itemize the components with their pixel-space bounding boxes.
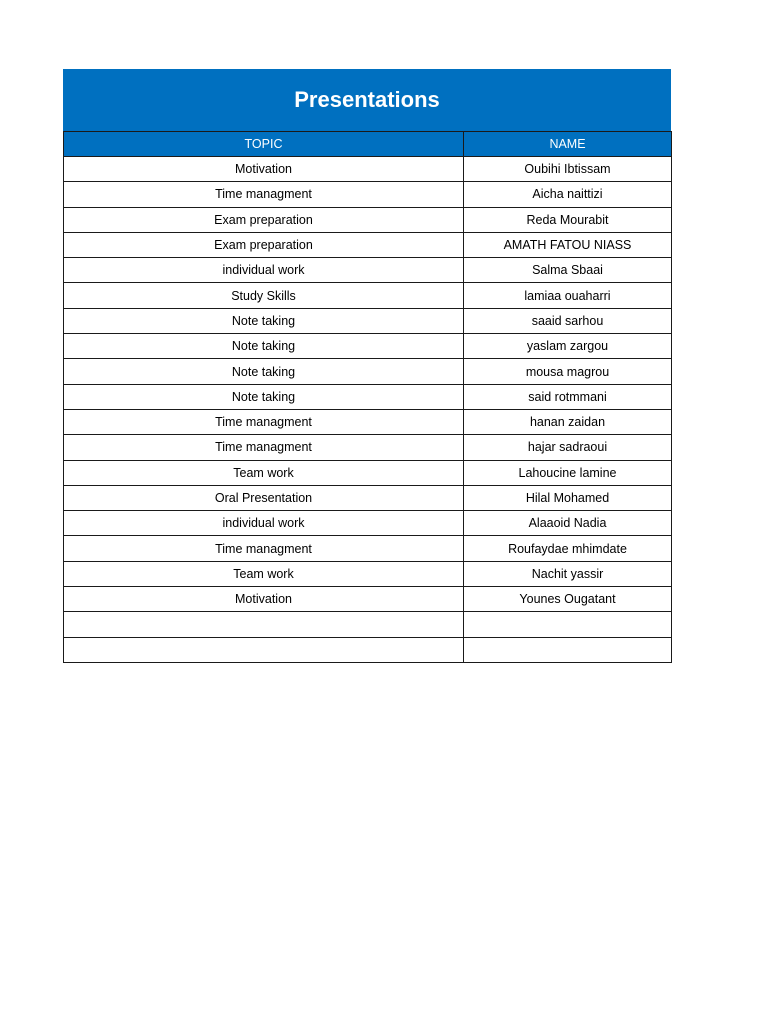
presentations-table	[63, 131, 672, 663]
table-row	[64, 334, 672, 359]
table-row	[64, 587, 672, 612]
table-row	[64, 232, 672, 257]
name-cell: said rotmmani	[464, 384, 672, 409]
column-header-topic: TOPIC	[64, 132, 464, 157]
sheet-title: Presentations	[63, 69, 671, 131]
topic-cell: Team work	[64, 561, 464, 586]
topic-cell: Time managment	[64, 182, 464, 207]
table-row	[64, 561, 672, 586]
name-cell: mousa magrou	[464, 359, 672, 384]
topic-cell: Note taking	[64, 334, 464, 359]
table-row	[64, 157, 672, 182]
table-row	[64, 359, 672, 384]
topic-cell: Motivation	[64, 587, 464, 612]
name-cell: hanan zaidan	[464, 409, 672, 434]
header-row	[64, 132, 672, 157]
topic-cell: Oral Presentation	[64, 485, 464, 510]
table-row	[64, 182, 672, 207]
table-row	[64, 308, 672, 333]
name-cell: Lahoucine lamine	[464, 460, 672, 485]
table-row	[64, 384, 672, 409]
column-header-name: NAME	[464, 132, 672, 157]
name-cell: AMATH FATOU NIASS	[464, 232, 672, 257]
topic-cell: Time managment	[64, 536, 464, 561]
name-cell	[464, 637, 672, 662]
topic-cell: Motivation	[64, 157, 464, 182]
topic-cell: Note taking	[64, 359, 464, 384]
topic-cell: Note taking	[64, 384, 464, 409]
topic-cell: Exam preparation	[64, 232, 464, 257]
table-row	[64, 460, 672, 485]
table-row	[64, 435, 672, 460]
topic-cell: individual work	[64, 258, 464, 283]
name-cell: Alaaoid Nadia	[464, 511, 672, 536]
name-cell: lamiaa ouaharri	[464, 283, 672, 308]
name-cell: Hilal Mohamed	[464, 485, 672, 510]
table-row	[64, 283, 672, 308]
name-cell: Younes Ougatant	[464, 587, 672, 612]
table-row	[64, 485, 672, 510]
table-row	[64, 536, 672, 561]
table-row	[64, 409, 672, 434]
topic-cell	[64, 637, 464, 662]
name-cell	[464, 612, 672, 637]
table-row	[64, 207, 672, 232]
name-cell: Reda Mourabit	[464, 207, 672, 232]
name-cell: Salma Sbaai	[464, 258, 672, 283]
name-cell: yaslam zargou	[464, 334, 672, 359]
topic-cell: Note taking	[64, 308, 464, 333]
topic-cell: Time managment	[64, 409, 464, 434]
presentations-sheet	[63, 69, 671, 663]
topic-cell	[64, 612, 464, 637]
name-cell: Aicha naittizi	[464, 182, 672, 207]
name-cell: Oubihi Ibtissam	[464, 157, 672, 182]
name-cell: Roufaydae mhimdate	[464, 536, 672, 561]
table-row-empty	[64, 637, 672, 662]
topic-cell: individual work	[64, 511, 464, 536]
topic-cell: Team work	[64, 460, 464, 485]
table-row-empty	[64, 612, 672, 637]
name-cell: Nachit yassir	[464, 561, 672, 586]
table-row	[64, 511, 672, 536]
table-row	[64, 258, 672, 283]
topic-cell: Exam preparation	[64, 207, 464, 232]
name-cell: saaid sarhou	[464, 308, 672, 333]
name-cell: hajar sadraoui	[464, 435, 672, 460]
topic-cell: Study Skills	[64, 283, 464, 308]
topic-cell: Time managment	[64, 435, 464, 460]
